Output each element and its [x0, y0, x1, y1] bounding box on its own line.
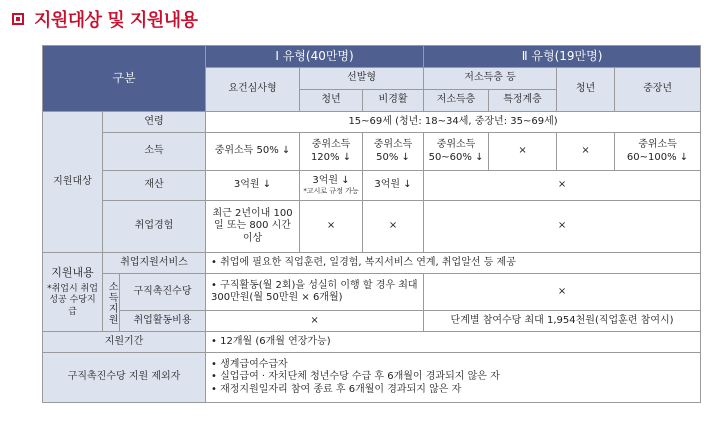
header-low-income: 저소득층 [424, 90, 489, 112]
assets-req-review: 3억원 ↓ [206, 171, 300, 201]
excluded-item: • 재정지원일자리 참여 종료 후 6개월이 경과되지 않은 자 [211, 383, 462, 395]
assets-youth-note: *고시로 규정 가능 [303, 187, 359, 196]
support-table [42, 45, 701, 403]
expense-label: 취업활동비용 [120, 311, 206, 332]
header-special: 특정계층 [489, 90, 557, 112]
service-value: • 취업에 필요한 직업훈련, 일경험, 복지서비스 연계, 취업알선 등 제공 [206, 253, 701, 274]
header-low-income-group: 저소득층 등 [424, 68, 557, 90]
assets-label: 재산 [103, 171, 206, 201]
period-value: • 12개월 (6개월 연장가능) [206, 332, 701, 353]
header-gubun: 구분 [43, 46, 206, 112]
header-non-econ: 비경활 [363, 90, 424, 112]
header-youth: 청년 [300, 90, 363, 112]
excluded-item: • 생계급여수급자 [211, 358, 288, 370]
experience-type2: × [424, 201, 701, 253]
period-label: 지원기간 [43, 332, 206, 353]
income-req-review: 중위소득 50% ↓ [206, 133, 300, 171]
support-label-text: 지원내용 [51, 266, 94, 280]
header-type2: Ⅱ 유형(19만명) [424, 46, 701, 68]
assets-youth-value: 3억원 ↓ [312, 174, 350, 186]
assets-type2: × [424, 171, 701, 201]
income-low-income: 중위소득 50~60% ↓ [424, 133, 489, 171]
allowance-type2: × [424, 274, 701, 311]
header-type1: Ⅰ 유형(40만명) [206, 46, 424, 68]
expense-type1: × [206, 311, 424, 332]
header-youth2: 청년 [557, 68, 615, 112]
header-req-review: 요건심사형 [206, 68, 300, 112]
income-label: 소득 [103, 133, 206, 171]
income-youth: 중위소득 120% ↓ [300, 133, 363, 171]
target-label: 지원대상 [43, 112, 103, 253]
support-note: *취업시 취업성공 수당지급 [47, 284, 98, 317]
service-label: 취업지원서비스 [103, 253, 206, 274]
age-value: 15~69세 (청년: 18~34세, 중장년: 35~69세) [206, 112, 701, 133]
header-middle-aged: 중장년 [615, 68, 701, 112]
expense-type2: 단계별 참여수당 최대 1,954천원(직업훈련 참여시) [424, 311, 701, 332]
allowance-value: • 구직활동(월 2회)을 성실히 이행 할 경우 최대 300만원(월 50만원 × 6개월) [206, 274, 424, 311]
header-selective: 선발형 [300, 68, 424, 90]
excluded-label: 구직촉진수당 지원 제외자 [43, 353, 206, 403]
section-title [12, 4, 198, 34]
income-non-econ: 중위소득 50% ↓ [363, 133, 424, 171]
section-title-text: 지원대상 및 지원내용 [34, 10, 198, 31]
age-label: 연령 [103, 112, 206, 133]
allowance-label: 구직촉진수당 [120, 274, 206, 311]
experience-label: 취업경험 [103, 201, 206, 253]
assets-non-econ: 3억원 ↓ [363, 171, 424, 201]
support-label [43, 253, 103, 332]
excluded-item: • 실업급여 · 자치단체 청년수당 수급 후 6개월이 경과되지 않은 자 [211, 371, 500, 383]
income-middle-aged: 중위소득 60~100% ↓ [615, 133, 701, 171]
excluded-list [206, 353, 701, 403]
square-bullet-icon [12, 13, 24, 25]
income-youth2: × [557, 133, 615, 171]
experience-req-review: 최근 2년이내 100일 또는 800 시간 이상 [206, 201, 300, 253]
income-special: × [489, 133, 557, 171]
experience-non-econ: × [363, 201, 424, 253]
income-support-side: 소득지원 [103, 274, 120, 332]
experience-youth: × [300, 201, 363, 253]
assets-youth [300, 171, 363, 201]
